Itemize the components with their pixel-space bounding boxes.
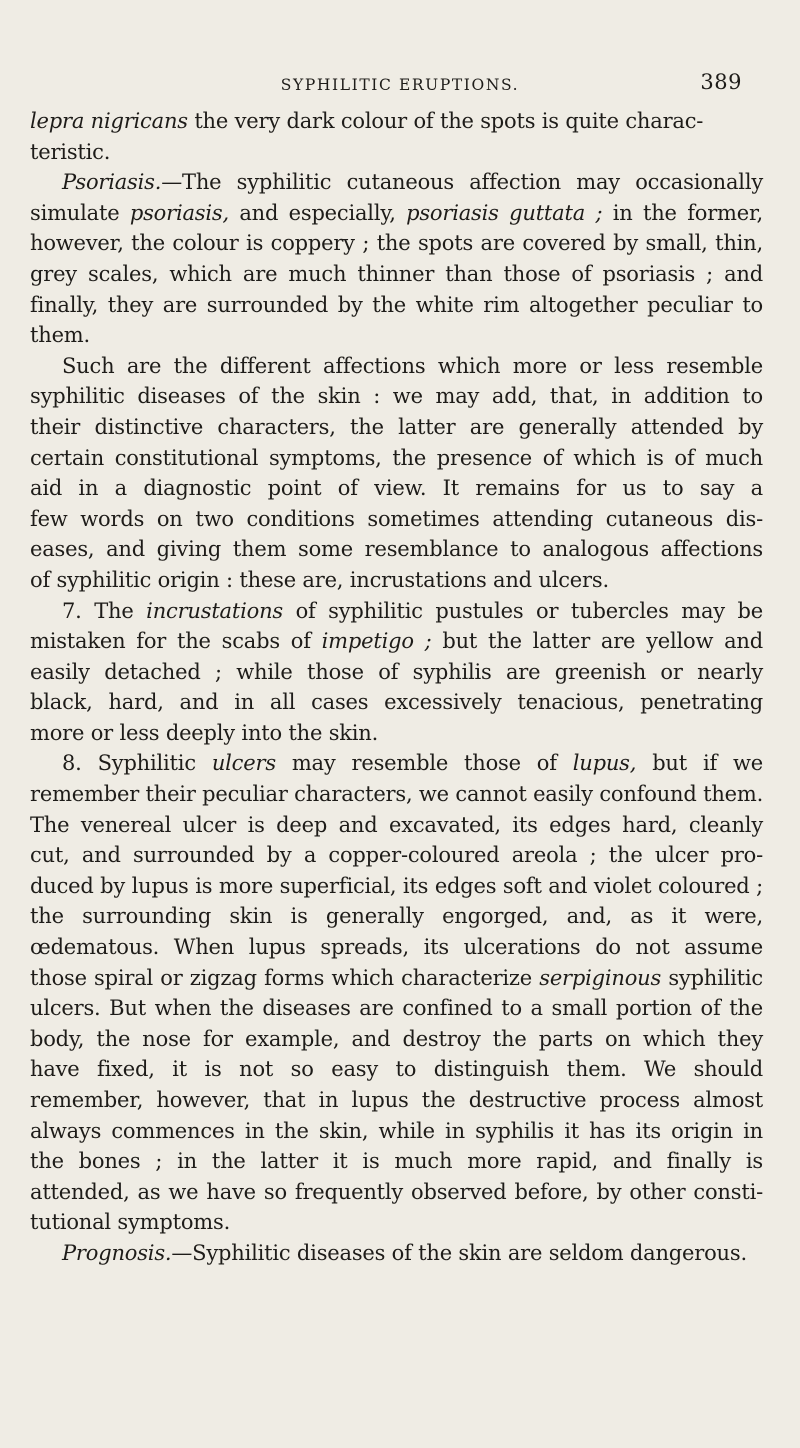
text-run: those spiral or zigzag forms which characterize [30,965,540,990]
page-number: 389 [700,70,742,94]
text-line [30,259,763,290]
italic-term: ulcers [211,751,276,776]
text-run: certain constitutional symptoms, the presence of which is of much [30,445,763,470]
text-run: in the former, [602,200,763,225]
text-line [30,320,763,351]
text-line [30,1207,763,1238]
text-run: remember their peculiar characters, we cannot easily confound them. [30,782,764,807]
text-line [30,137,763,168]
text-run: teristic. [30,139,111,164]
text-run: eases, and giving them some resemblance to analogous affections [30,537,763,562]
text-run: remember, however, that in lupus the destructive process almost [30,1088,763,1112]
text-run: more or less deeply into the skin. [30,720,379,745]
text-run: Such are the different affections which more or less resemble [62,353,763,378]
text-run: aid in a diagnostic point of view. It remains for us to say a [30,476,763,501]
text-line [30,596,763,627]
text-run: few words on two conditions sometimes attending cutaneous dis- [30,506,763,531]
text-line [30,748,763,779]
text-run: but the latter are yellow and [431,629,764,654]
text-run: duced by lupus is more superficial, its edges soft and violet coloured ; [30,873,763,898]
text-line [30,626,763,657]
text-line [30,1054,763,1085]
text-line [30,565,763,596]
text-run: the surrounding skin is generally engorged, and, as it were, [30,904,763,929]
text-run: syphilitic [661,965,763,990]
text-line [30,840,763,871]
text-line [30,810,763,841]
text-run: finally, they are surrounded by the white rim altogether peculiar to [30,292,763,317]
text-run: have fixed, it is not so easy to distinguish them. We should [30,1057,763,1082]
text-line [30,167,763,198]
italic-term: Psoriasis. [62,170,162,195]
text-run: always commences in the skin, while in syphilis it has its origin in [30,1118,763,1143]
running-head: SYPHILITIC ERUPTIONS. [280,76,520,94]
text-line [30,1146,763,1177]
text-line [30,901,763,932]
text-line [30,504,763,535]
text-run: —Syphilitic diseases of the skin are seldom dangerous. [171,1240,747,1265]
text-run: may resemble those of [275,751,573,776]
text-line [30,443,763,474]
text-run: body, the nose for example, and destroy the parts on which they [30,1026,763,1051]
text-run: but if we [636,751,763,776]
text-run: however, the colour is coppery ; the spots are covered by small, thin, [30,231,763,256]
text-run: and especially, [228,200,407,225]
text-line [30,871,763,902]
text-line [30,1238,763,1269]
text-line [30,1024,763,1055]
text-line [30,1085,763,1116]
italic-term: lupus, [572,751,637,776]
italic-term: psoriasis, [129,200,229,225]
text-run: of syphilitic pustules or tubercles may be [282,598,763,623]
text-line [30,198,763,229]
text-run: mistaken for the scabs of [30,629,322,654]
italic-term: lepra nigricans [30,109,188,133]
text-run: black, hard, and in all cases excessively tenacious, penetrating [30,690,763,715]
text-line [30,1116,763,1147]
text-run: —The syphilitic cutaneous affection may occasionally [161,170,763,195]
text-line [30,381,763,412]
text-run: them. [30,323,90,348]
text-run: simulate [30,200,130,225]
text-run: the bones ; in the latter it is much more rapid, and finally is [30,1149,763,1174]
text-line [30,106,763,137]
text-line [30,290,763,321]
italic-term: Prognosis. [62,1240,172,1265]
text-run: the very dark colour of the spots is quite charac- [187,109,704,133]
text-line [30,351,763,382]
text-run: their distinctive characters, the latter are generally attended by [30,414,763,439]
text-run: 7. The [62,598,147,623]
italic-term: serpiginous [539,965,662,990]
text-run: cut, and surrounded by a copper-coloured areola ; the ulcer pro- [30,843,763,868]
text-line [30,963,763,994]
italic-term: impetigo ; [321,629,432,654]
text-line [30,779,763,810]
text-run: attended, as we have so frequently observed before, by other consti- [30,1179,763,1204]
text-line [30,993,763,1024]
text-line [30,228,763,259]
text-run: easily detached ; while those of syphilis are greenish or nearly [30,659,763,684]
text-run: of syphilitic origin : these are, incrustations and ulcers. [30,567,609,592]
text-line [30,932,763,963]
text-run: œdematous. When lupus spreads, its ulcerations do not assume [30,935,763,960]
body-text [30,106,763,1269]
text-run: 8. Syphilitic [62,751,212,776]
text-run: The venereal ulcer is deep and excavated, its edges hard, cleanly [30,812,763,837]
text-run: tutional symptoms. [30,1210,231,1235]
text-line [30,473,763,504]
text-run: syphilitic diseases of the skin : we may add, that, in addition to [30,384,763,409]
text-run: ulcers. But when the diseases are confined to a small portion of the [30,996,763,1021]
text-line [30,412,763,443]
text-run: grey scales, which are much thinner than those of psoriasis ; and [30,261,763,286]
italic-term: psoriasis guttata ; [406,200,603,225]
italic-term: incrustations [146,598,283,623]
text-line [30,1177,763,1208]
text-line [30,687,763,718]
text-line [30,657,763,688]
text-line [30,534,763,565]
text-line [30,718,763,749]
